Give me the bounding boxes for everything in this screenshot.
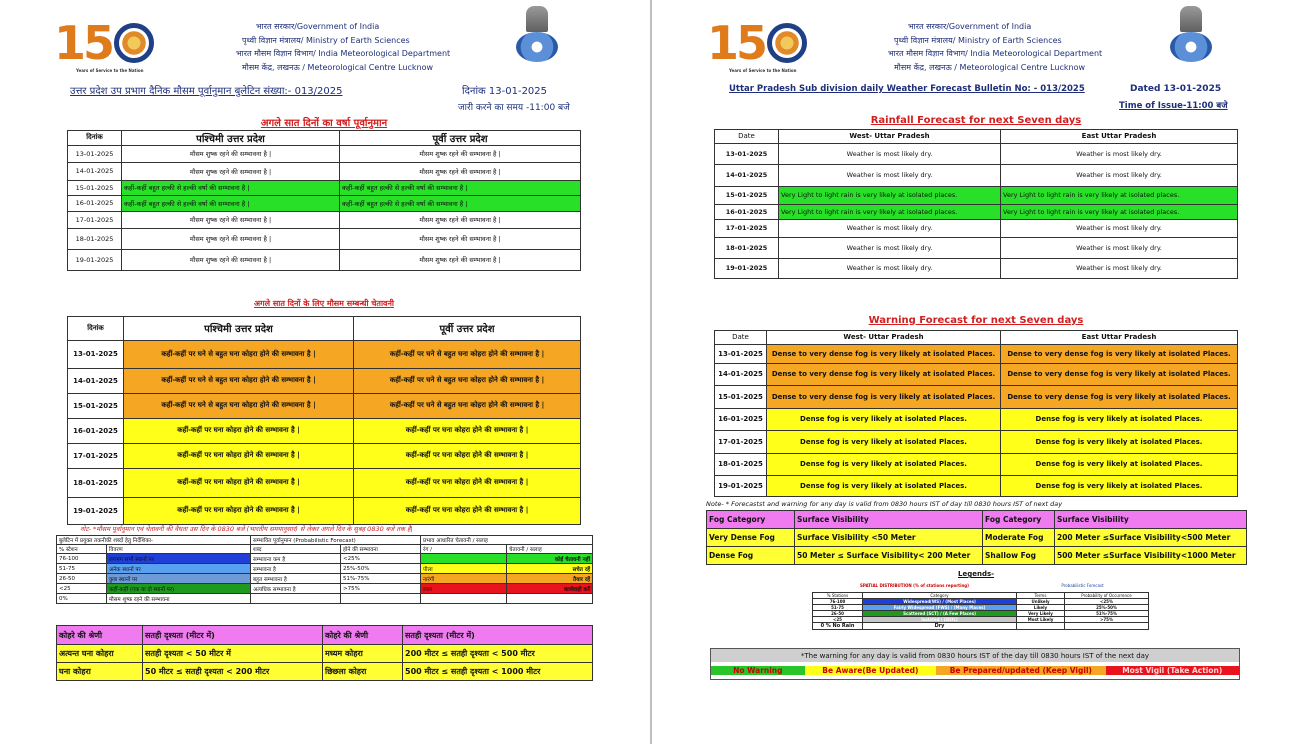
date-cell: 15-01-2025: [715, 186, 779, 204]
date-cell: 19-01-2025: [68, 249, 122, 270]
forecast-cell: Weather is most likely dry.: [1001, 237, 1238, 258]
rain-caption: Rainfall Forecast for next Seven days: [870, 114, 1082, 126]
warn-caption: Warning Forecast for next Seven days: [868, 314, 1084, 326]
forecast-cell: Weather is most likely dry.: [779, 258, 1001, 278]
warning-table: Warning Forecast for next Seven days Date West- Uttar Pradesh East Uttar Pradesh 13-01-2025 Dense to very dense fog is very likely at isolated Places. Dense to very dense fog is very likely at isolated Places. 14-01-2025 Dense to very dense fog is very likely at isolated Places. Dense to very dense fog is very likely at isolated Places. 15-01-2025 Dense to very dense fog is very likely at isolated Places. Dense to very dense fog is very likely at isolated Places. 16-01-2025 Dense fog is very likely at isolated Places. Dense fog is very likely at isolated Places. 17-01-2025 Dense fog is very likely at isolated Places. Dense fog is very likely at isolated Places. 18-01-2025 Dense fog is very likely at isolated Places. Dense fog is very likely at isolated Places. 19-01-2025 Dense fog is very likely at isolated Places. Dense fog is very likely at isolated Places.: [714, 311, 1238, 497]
glossary-cell: 25%-50%: [341, 564, 421, 574]
fog-cell: मध्यम कोहरा: [323, 645, 403, 663]
forecast-cell: कहीं-कहीं पर घना कोहरा होने की सम्भावना है |: [354, 418, 581, 443]
date-cell: 17-01-2025: [715, 430, 767, 453]
fog-row: [707, 511, 1247, 529]
forecast-cell: मौसम शुष्क रहने की सम्भावना है |: [340, 145, 581, 162]
forecast-cell: कहीं-कहीं बहुत हल्की से हल्की वर्षा की सम्भावना है |: [122, 180, 340, 195]
validity-note: Note- * Forecastst and warning for any day is valid from 0830 hours IST of day till 0830 hours IST of next day: [706, 500, 1063, 508]
bottom-legend: [710, 648, 1240, 680]
glossary-cell: नारंगी: [421, 574, 507, 584]
glossary-row: [57, 594, 593, 604]
forecast-cell: कहीं-कहीं पर घना कोहरा होने की सम्भावना है |: [124, 497, 354, 524]
bulletin-title: Uttar Pradesh Sub division daily Weather Forecast Bulletin No: - 013/2025: [729, 84, 1085, 94]
forecast-cell: Dense to very dense fog is very likely at isolated Places.: [767, 363, 1001, 385]
legend-cell: <25%: [1065, 598, 1149, 604]
legend-cell: Scattered (SCT) / (A Few Places): [863, 610, 1017, 616]
glossary-cell: [251, 594, 341, 604]
fog-row: [707, 547, 1247, 565]
table-row: [68, 211, 581, 228]
glossary-cell: लाल: [421, 584, 507, 594]
legend-be-prepared: Be Prepared/updated (Keep Vigil): [936, 666, 1105, 675]
english-bulletin-page: [652, 0, 1300, 744]
forecast-cell: Dense to very dense fog is very likely at isolated Places.: [1001, 363, 1238, 385]
imd-emblem-icon: [516, 6, 558, 62]
forecast-cell: Weather is most likely dry.: [779, 237, 1001, 258]
date-cell: 15-01-2025: [68, 180, 122, 195]
date-cell: 14-01-2025: [715, 164, 779, 186]
glossary-cell: अत्यधिक सम्भावना है: [251, 584, 341, 594]
legend-most-vigil: Most Vigil (Take Action): [1106, 666, 1240, 675]
table-row: [715, 344, 1238, 363]
glossary-cell: 51-75: [57, 564, 107, 574]
forecast-cell: Weather is most likely dry.: [1001, 258, 1238, 278]
glossary-row: [57, 564, 593, 574]
date-cell: 18-01-2025: [715, 237, 779, 258]
glossary-cell: मौसम शुष्क रहने की सम्भावना: [107, 594, 251, 604]
forecast-cell: कहीं-कहीं पर घना कोहरा होने की सम्भावना है |: [354, 497, 581, 524]
table-row: [715, 385, 1238, 408]
fog-cell: Surface Visibility: [795, 511, 983, 529]
legend-cell: <25: [813, 616, 863, 622]
table-row: [68, 393, 581, 418]
bulletin-title: उत्तर प्रदेश उप प्रभाग दैनिक मौसम पूर्वानुमान बुलेटिन संख्या:- 013/2025: [70, 86, 343, 97]
glossary-cell: कहीं-कहीं (एक या दो स्थानों पर): [107, 584, 251, 594]
legend-cell: Isolated / (ISOL): [863, 616, 1017, 622]
forecast-cell: कहीं-कहीं पर घना कोहरा होने की सम्भावना है |: [124, 468, 354, 497]
date-cell: 13-01-2025: [715, 143, 779, 164]
forecast-cell: मौसम शुष्क रहने की सम्भावना है |: [340, 162, 581, 180]
legend-row: [813, 622, 1149, 629]
forecast-cell: Dense fog is very likely at isolated Places.: [1001, 453, 1238, 475]
date-cell: 15-01-2025: [715, 385, 767, 408]
forecast-cell: कहीं-कहीं पर घने से बहुत घना कोहरा होने की सम्भावना है |: [124, 340, 354, 368]
table-row: [68, 340, 581, 368]
legend-cell: 51-75: [813, 604, 863, 610]
col-west: पश्चिमी उत्तर प्रदेश: [124, 316, 354, 340]
glossary-cell: >75%: [341, 584, 421, 594]
table-row: [68, 468, 581, 497]
table-row: [68, 180, 581, 195]
date-cell: 13-01-2025: [68, 340, 124, 368]
imd-emblem-icon: [1170, 6, 1212, 62]
glossary-cell: कार्यवाही करें: [507, 584, 593, 594]
forecast-cell: कहीं-कहीं पर घने से बहुत घना कोहरा होने की सम्भावना है |: [124, 368, 354, 393]
bottom-note: *The warning for any day is valid from 0830 hours IST of the day till 0830 hours IST of the next day: [711, 649, 1239, 662]
legend-cell: Fairly Widespread (FWS) / (Many Places): [863, 604, 1017, 610]
forecast-cell: कहीं-कहीं बहुत हल्की से हल्की वर्षा की सम्भावना है |: [340, 195, 581, 211]
date-cell: 19-01-2025: [715, 475, 767, 496]
date-cell: 16-01-2025: [68, 195, 122, 211]
date-cell: 17-01-2025: [68, 211, 122, 228]
forecast-cell: Very Light to light rain is very likely at isolated places.: [1001, 204, 1238, 219]
legend-cell: Dry: [863, 622, 1017, 629]
fog-cell: कोहरे की श्रेणी: [323, 626, 403, 645]
table-row: [68, 443, 581, 468]
fog-row: [707, 529, 1247, 547]
fog-cell: 200 Meter ≤Surface Visibility<500 Meter: [1055, 529, 1247, 547]
forecast-cell: Very Light to light rain is very likely at isolated places.: [1001, 186, 1238, 204]
forecast-cell: Weather is most likely dry.: [1001, 219, 1238, 237]
validity-note: नोट- *मौसम पूर्वानुमान एवं चेतावनी की वैधता उस दिन के 0830 बजे (भारतीय समयानुसार) से लेकर अगले दिन के सुबह 0830 बजे तक है|: [80, 525, 413, 533]
forecast-cell: मौसम शुष्क रहने की सम्भावना है |: [122, 249, 340, 270]
glossary-cell: <25: [57, 584, 107, 594]
glossary-cell: बहुत सम्भावना है: [251, 574, 341, 584]
legend-cell: 26-50: [813, 610, 863, 616]
forecast-cell: कहीं-कहीं पर घना कोहरा होने की सम्भावना है |: [354, 443, 581, 468]
forecast-cell: Dense to very dense fog is very likely at isolated Places.: [767, 344, 1001, 363]
glossary-table: बुलेटिन में प्रयुक्त तकनीकी शब्दों हेतु निर्देशिका- सम्भावित पूर्वानुमान (Probabilistic Forecast) प्रभाव आधारित चेतावनी / सलाह % स्टेशन विवरण शब्द होने की सम्भावना रंग / चेतावनी / सलाह 76-100 लगभग सभी स्थानों पर सम्भावना कम है <25% कोई चेतावनी नहीं 51-75 अनेक स्थानों पर सम्भावना है 25%-50% पीला सचेत रहें 26-50 कुछ स्थानों पर बहुत सम्भावना है 51%-75% नारंगी तैयार रहें <25 कहीं-कहीं (एक या दो स्थानों पर) अत्यधिक सम्भावना है >75% लाल कार्यवाही करें 0% मौसम शुष्क रहने की सम्भावना: [56, 535, 593, 604]
table-row: [715, 475, 1238, 496]
forecast-cell: कहीं-कहीं पर घने से बहुत घना कोहरा होने की सम्भावना है |: [354, 340, 581, 368]
fog-cell: 50 मीटर ≤ सतही दृश्यता < 200 मीटर: [143, 663, 323, 681]
table-row: [715, 186, 1238, 204]
date-cell: 14-01-2025: [68, 368, 124, 393]
forecast-cell: Dense to very dense fog is very likely at isolated Places.: [1001, 385, 1238, 408]
fog-category-table: [56, 625, 593, 681]
date-cell: 14-01-2025: [715, 363, 767, 385]
table-row: [68, 228, 581, 249]
glossary-cell: अनेक स्थानों पर: [107, 564, 251, 574]
warn-caption: अगले सात दिनों के लिए मौसम सम्बन्धी चेतावनी: [254, 299, 394, 309]
table-row: [715, 258, 1238, 278]
col-east: पूर्वी उत्तर प्रदेश: [340, 130, 581, 145]
legend-cell: Likely: [1017, 604, 1065, 610]
ministry-header: भारत सरकार/Government of India पृथ्वी विज्ञान मंत्रालय/ Ministry of Earth Sciences भारत मौसम विज्ञान विभाग/ India Meteorological Department मौसम केंद्र, लखनऊ / Meteorological Centre Lucknow: [888, 22, 1103, 72]
rain-caption: अगले सात दिनों का वर्षा पूर्वानुमान: [260, 118, 388, 130]
col-date: दिनांक: [68, 316, 124, 340]
legend-be-aware: Be Aware(Be Updated): [805, 666, 937, 675]
legend-no-warning: No Warning: [711, 666, 805, 675]
forecast-cell: Dense fog is very likely at isolated Places.: [1001, 408, 1238, 430]
forecast-cell: Dense to very dense fog is very likely at isolated Places.: [767, 385, 1001, 408]
fog-cell: Fog Category: [707, 511, 795, 529]
glossary-cell: पीला: [421, 564, 507, 574]
date-cell: 17-01-2025: [715, 219, 779, 237]
date-cell: 18-01-2025: [715, 453, 767, 475]
table-row: [715, 204, 1238, 219]
legend-cell: Unlikely: [1017, 598, 1065, 604]
legend-cell: 0 % No Rain: [813, 622, 863, 629]
rain-forecast-table: [67, 115, 581, 271]
fog-cell: Moderate Fog: [983, 529, 1055, 547]
date-cell: 14-01-2025: [68, 162, 122, 180]
forecast-cell: मौसम शुष्क रहने की सम्भावना है |: [122, 228, 340, 249]
forecast-cell: Dense fog is very likely at isolated Places.: [767, 475, 1001, 496]
imd-150-logo: 15 Years of Service to the Nation: [54, 16, 154, 70]
date-cell: 17-01-2025: [68, 443, 124, 468]
table-row: [68, 368, 581, 393]
forecast-cell: कहीं-कहीं पर घने से बहुत घना कोहरा होने की सम्भावना है |: [354, 368, 581, 393]
forecast-cell: Weather is most likely dry.: [1001, 164, 1238, 186]
glossary-cell: सम्भावना कम है: [251, 554, 341, 564]
forecast-cell: Dense fog is very likely at isolated Places.: [1001, 430, 1238, 453]
table-row: [68, 145, 581, 162]
legend-cell: [1065, 622, 1149, 629]
glossary-cell: 0%: [57, 594, 107, 604]
legend-cell: Very Likely: [1017, 610, 1065, 616]
fog-cell: Surface Visibility <50 Meter: [795, 529, 983, 547]
date-cell: 13-01-2025: [68, 145, 122, 162]
issue-time: जारी करने का समय -11:00 बजे: [458, 103, 570, 113]
table-row: [68, 249, 581, 270]
forecast-cell: Dense fog is very likely at isolated Places.: [1001, 475, 1238, 496]
forecast-cell: कहीं-कहीं बहुत हल्की से हल्की वर्षा की सम्भावना है |: [340, 180, 581, 195]
fog-cell: Surface Visibility: [1055, 511, 1247, 529]
forecast-cell: मौसम शुष्क रहने की सम्भावना है |: [122, 162, 340, 180]
fog-cell: छिछला कोहरा: [323, 663, 403, 681]
fog-row: [57, 645, 593, 663]
fog-cell: सतही दृश्यता (मीटर में): [403, 626, 593, 645]
fog-cell: 500 मीटर ≤ सतही दृश्यता < 1000 मीटर: [403, 663, 593, 681]
fog-cell: 500 Meter ≤Surface Visibility<1000 Meter: [1055, 547, 1247, 565]
forecast-cell: मौसम शुष्क रहने की सम्भावना है |: [340, 211, 581, 228]
glossary-cell: [421, 594, 507, 604]
forecast-cell: कहीं-कहीं पर घना कोहरा होने की सम्भावना है |: [124, 418, 354, 443]
table-row: [68, 195, 581, 211]
forecast-cell: मौसम शुष्क रहने की सम्भावना है |: [340, 249, 581, 270]
glossary-cell: [341, 594, 421, 604]
glossary-row: [57, 574, 593, 584]
glossary-cell: कुछ स्थानों पर: [107, 574, 251, 584]
date-cell: 19-01-2025: [68, 497, 124, 524]
legend-cell: 51%-75%: [1065, 610, 1149, 616]
forecast-cell: Dense fog is very likely at isolated Places.: [767, 408, 1001, 430]
fog-row: [57, 626, 593, 645]
legend-cell: 25%-50%: [1065, 604, 1149, 610]
forecast-cell: Weather is most likely dry.: [779, 143, 1001, 164]
table-row: [715, 237, 1238, 258]
bulletin-date: दिनांक 13-01-2025: [462, 86, 548, 97]
table-row: [715, 143, 1238, 164]
glossary-cell: 26-50: [57, 574, 107, 584]
forecast-cell: कहीं-कहीं पर घने से बहुत घना कोहरा होने की सम्भावना है |: [354, 393, 581, 418]
legend-table: SPATIAL DISTRIBUTION (% of stations reporting) Probabilistic Forecast % Stations Category Terms Probability of Occurrence 76-100 Widespread(WS) / (Most Places) Unlikely <25% 51-75 Fairly Widespread (FWS) / (Many Places) Likely 25%-50% 26-50 Scattered (SCT) / (A Few Places) Very Likely 51%-75% <25 Isolated / (ISOL) Most Likely >75% 0 % No Rain Dry: [812, 580, 1149, 630]
forecast-cell: कहीं-कहीं पर घना कोहरा होने की सम्भावना है |: [354, 468, 581, 497]
glossary-cell: 51%-75%: [341, 574, 421, 584]
date-cell: 19-01-2025: [715, 258, 779, 278]
glossary-cell: 76-100: [57, 554, 107, 564]
fog-cell: 50 Meter ≤ Surface Visibility< 200 Meter: [795, 547, 983, 565]
table-row: [68, 418, 581, 443]
issue-time: Time of Issue-11:00 बजे: [1119, 101, 1228, 111]
ministry-header: भारत सरकार/Government of India पृथ्वी विज्ञान मंत्रालय/ Ministry of Earth Sciences भारत मौसम विज्ञान विभाग/ India Meteorological Department मौसम केंद्र, लखनऊ / Meteorological Centre Lucknow: [236, 22, 451, 72]
rain-forecast-table: Rainfall Forecast for next Seven days Date West- Uttar Pradesh East Uttar Pradesh 13-01-2025 Weather is most likely dry. Weather is most likely dry. 14-01-2025 Weather is most likely dry. Weather is most likely dry. 15-01-2025 Very Light to light rain is very likely at isolated places. Very Light to light rain is very likely at isolated places. 16-01-2025 Very Light to light rain is very likely at isolated places. Very Light to light rain is very likely at isolated places. 17-01-2025 Weather is most likely dry. Weather is most likely dry. 18-01-2025 Weather is most likely dry. Weather is most likely dry. 19-01-2025 Weather is most likely dry. Weather is most likely dry.: [714, 112, 1238, 279]
legend-cell: 76-100: [813, 598, 863, 604]
table-row: [715, 430, 1238, 453]
legend-cell: >75%: [1065, 616, 1149, 622]
fog-cell: सतही दृश्यता (मीटर में): [143, 626, 323, 645]
bulletin-date: Dated 13-01-2025: [1130, 84, 1222, 94]
date-cell: 18-01-2025: [68, 228, 122, 249]
col-west: पश्चिमी उत्तर प्रदेश: [122, 130, 340, 145]
fog-cell: 200 मीटर ≤ सतही दृश्यता < 500 मीटर: [403, 645, 593, 663]
table-row: [68, 162, 581, 180]
glossary-row: [57, 584, 593, 594]
glossary-cell: <25%: [341, 554, 421, 564]
date-cell: 16-01-2025: [68, 418, 124, 443]
forecast-cell: कहीं-कहीं पर घना कोहरा होने की सम्भावना है |: [124, 443, 354, 468]
fog-row: [57, 663, 593, 681]
table-row: [715, 453, 1238, 475]
forecast-cell: कहीं-कहीं पर घने से बहुत घना कोहरा होने की सम्भावना है |: [124, 393, 354, 418]
table-row: [715, 363, 1238, 385]
glossary-cell: कोई चेतावनी नहीं: [507, 554, 593, 564]
fog-cell: Very Dense Fog: [707, 529, 795, 547]
fog-cell: सतही दृश्यता < 50 मीटर में: [143, 645, 323, 663]
legends-title: Legends-: [958, 570, 995, 578]
glossary-cell: सचेत रहें: [507, 564, 593, 574]
glossary-cell: [421, 554, 507, 564]
col-date: दिनांक: [68, 130, 122, 145]
fog-cell: घना कोहरा: [57, 663, 143, 681]
fog-cell: Shallow Fog: [983, 547, 1055, 565]
legend-cell: [1017, 622, 1065, 629]
forecast-cell: मौसम शुष्क रहने की सम्भावना है |: [340, 228, 581, 249]
fog-cell: कोहरे की श्रेणी: [57, 626, 143, 645]
fog-cell: अत्यन्त घना कोहरा: [57, 645, 143, 663]
glossary-cell: तैयार रहें: [507, 574, 593, 584]
forecast-cell: Weather is most likely dry.: [779, 219, 1001, 237]
warning-table: [67, 292, 581, 525]
table-row: [715, 164, 1238, 186]
glossary-cell: लगभग सभी स्थानों पर: [107, 554, 251, 564]
date-cell: 16-01-2025: [715, 408, 767, 430]
legend-cell: Widespread(WS) / (Most Places): [863, 598, 1017, 604]
table-row: [68, 497, 581, 524]
forecast-cell: Very Light to light rain is very likely at isolated places.: [779, 204, 1001, 219]
legend-cell: Most Likely: [1017, 616, 1065, 622]
fog-cell: Fog Category: [983, 511, 1055, 529]
imd-150-logo: 15 Years of Service to the Nation: [707, 16, 807, 70]
glossary-row: [57, 554, 593, 564]
table-row: [715, 408, 1238, 430]
forecast-cell: Very Light to light rain is very likely at isolated places.: [779, 186, 1001, 204]
forecast-cell: मौसम शुष्क रहने की सम्भावना है |: [122, 145, 340, 162]
fog-category-table: [706, 510, 1247, 565]
forecast-cell: मौसम शुष्क रहने की सम्भावना है |: [122, 211, 340, 228]
glossary-cell: [507, 594, 593, 604]
forecast-cell: Weather is most likely dry.: [779, 164, 1001, 186]
col-east: पूर्वी उत्तर प्रदेश: [354, 316, 581, 340]
glossary-cell: सम्भावना है: [251, 564, 341, 574]
forecast-cell: Dense fog is very likely at isolated Places.: [767, 453, 1001, 475]
date-cell: 18-01-2025: [68, 468, 124, 497]
forecast-cell: कहीं-कहीं बहुत हल्की से हल्की वर्षा की सम्भावना है |: [122, 195, 340, 211]
date-cell: 13-01-2025: [715, 344, 767, 363]
table-row: [715, 219, 1238, 237]
date-cell: 16-01-2025: [715, 204, 779, 219]
forecast-cell: Weather is most likely dry.: [1001, 143, 1238, 164]
fog-cell: Dense Fog: [707, 547, 795, 565]
date-cell: 15-01-2025: [68, 393, 124, 418]
forecast-cell: Dense fog is very likely at isolated Places.: [767, 430, 1001, 453]
forecast-cell: Dense to very dense fog is very likely at isolated Places.: [1001, 344, 1238, 363]
